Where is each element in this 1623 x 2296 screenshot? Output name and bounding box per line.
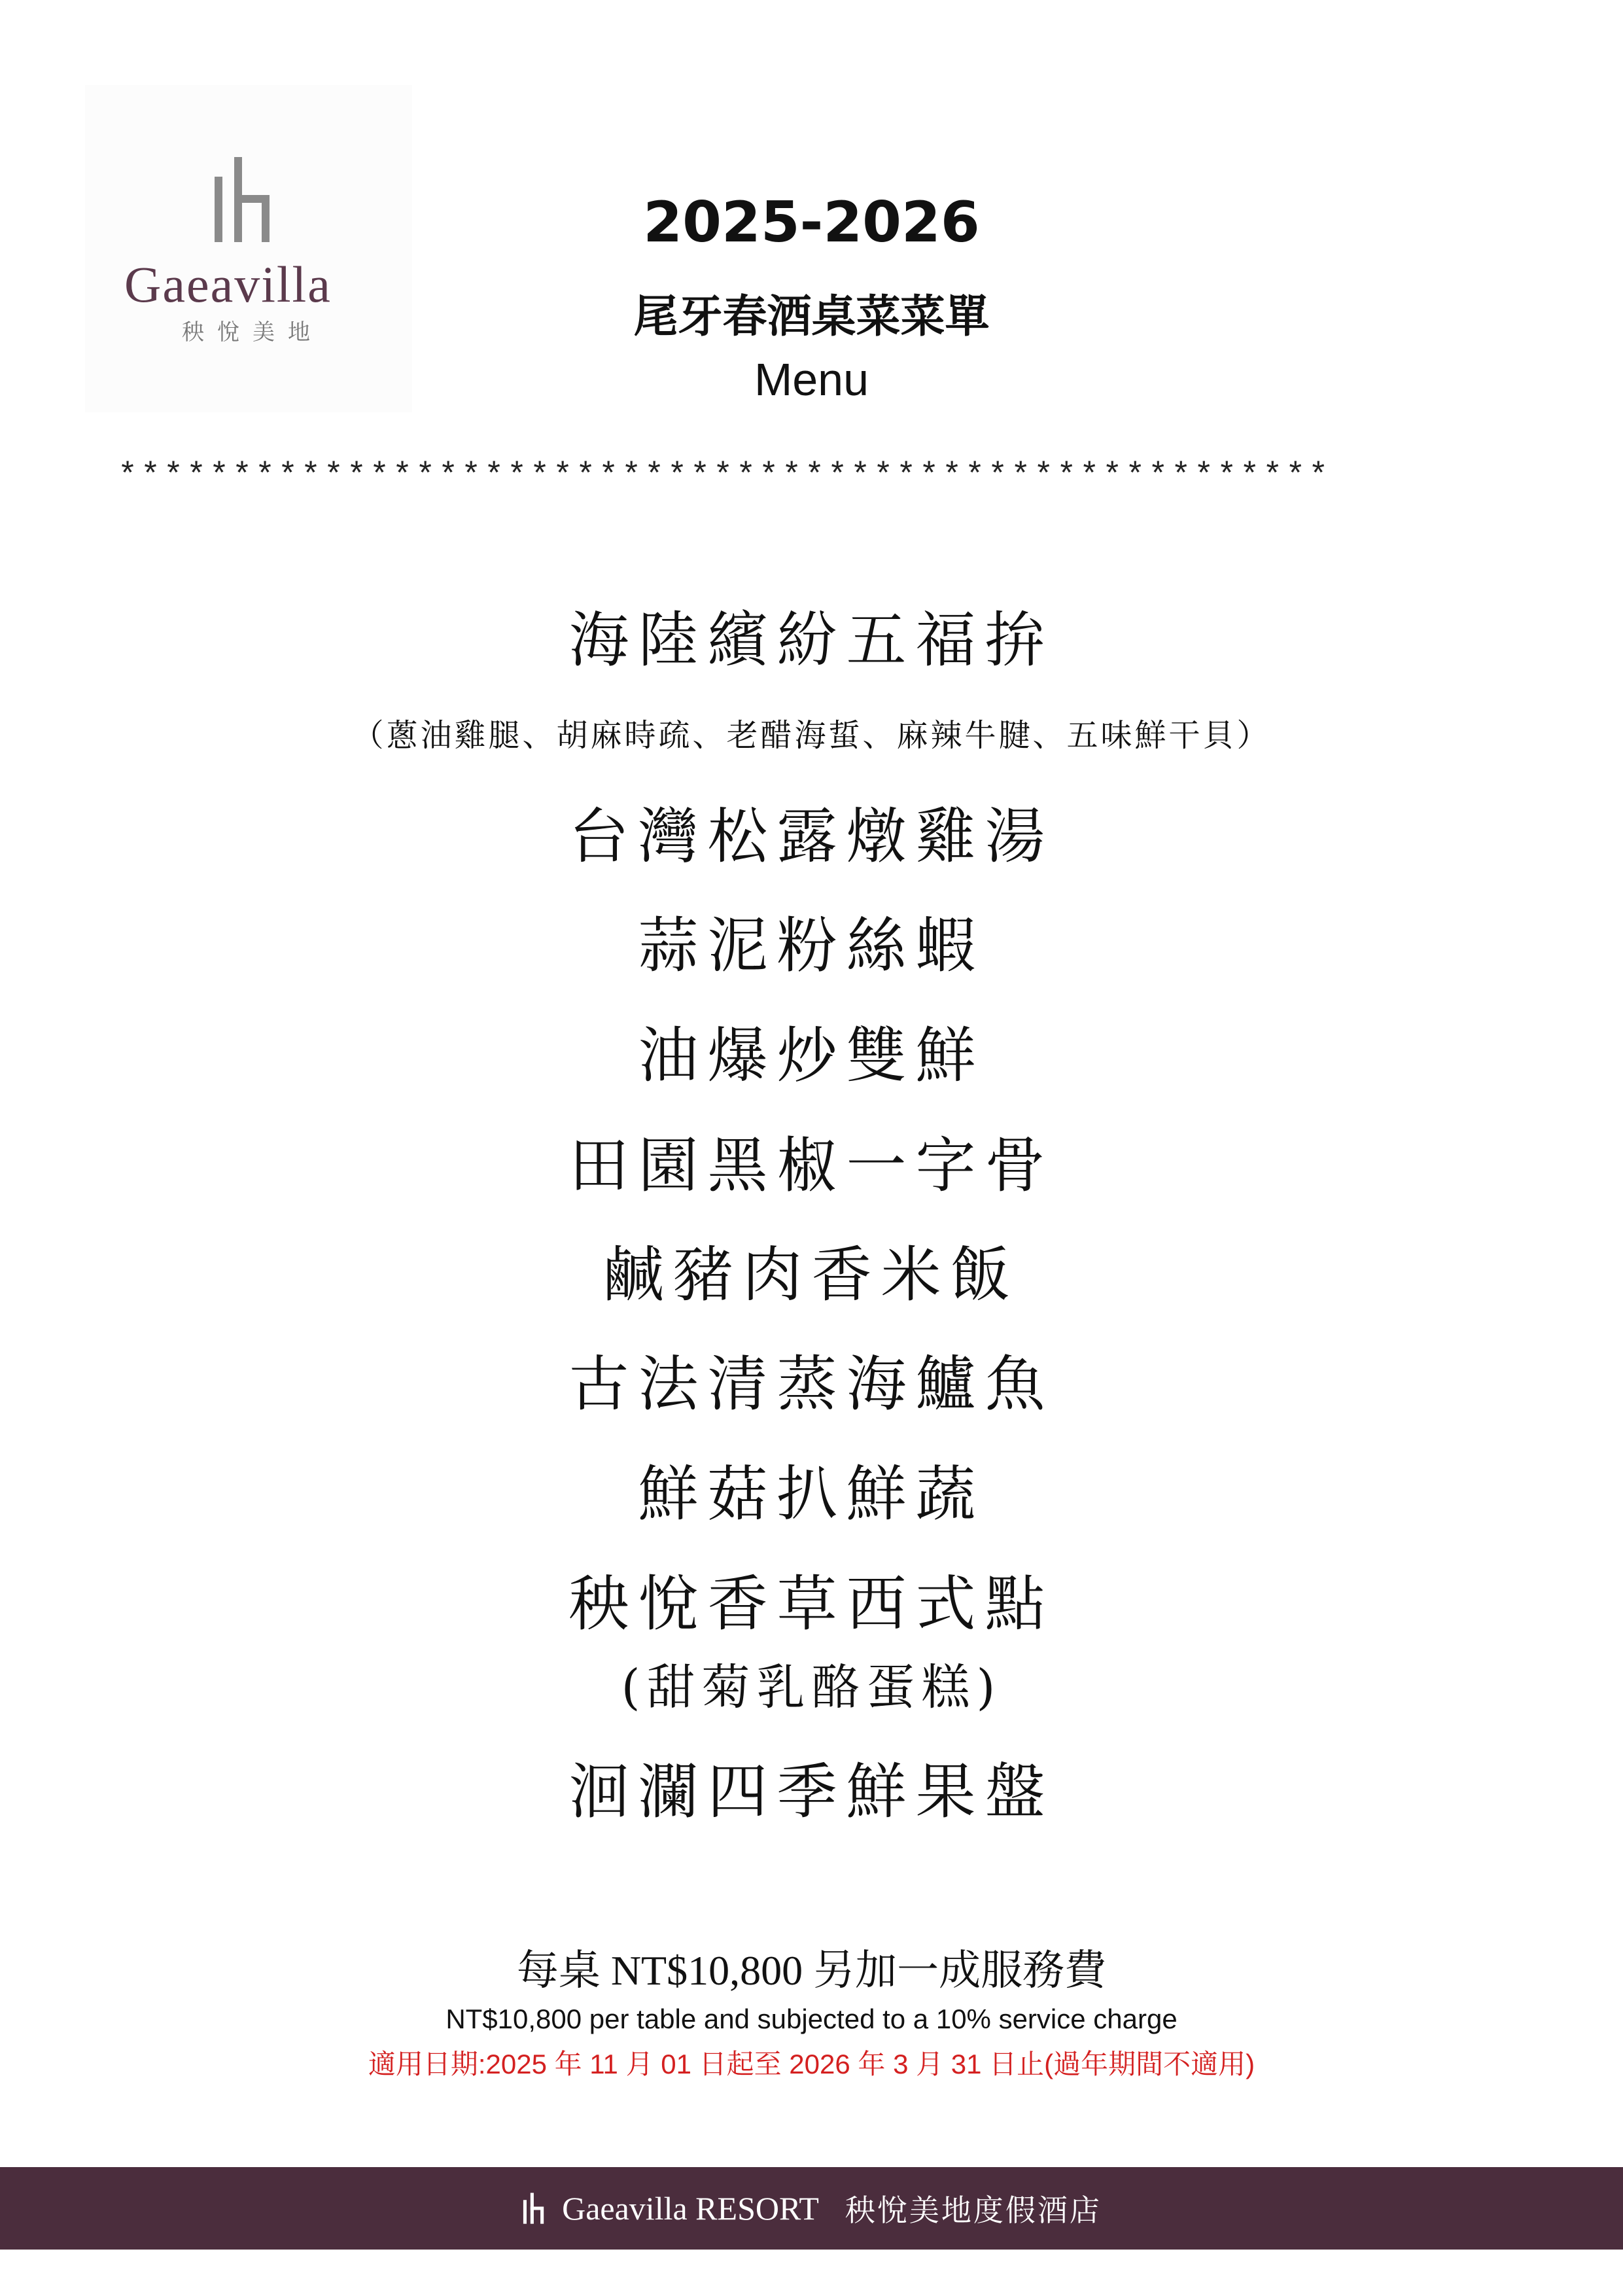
logo-wordmark: Gaeavilla <box>124 256 332 313</box>
dish-item-7: 古法清蒸海鱸魚 <box>568 1349 1055 1419</box>
price-chinese: 每桌 NT$10,800 另加一成服務費 <box>516 1947 1107 1994</box>
menu-title: 尾牙春酒桌菜菜單 <box>633 291 990 343</box>
footer-bar <box>0 2167 1623 2250</box>
price-english: NT$10,800 per table and subjected to a 10% service charge <box>445 2004 1178 2034</box>
dish-item-3: 蒜泥粉絲蝦 <box>638 911 985 981</box>
dish-item-8: 鮮菇扒鮮蔬 <box>638 1459 985 1529</box>
dish-item-2: 台灣松露燉雞湯 <box>568 802 1055 872</box>
validity-period: 適用日期:2025 年 11 月 01 日起至 2026 年 3 月 31 日止(過年期間不適用) <box>368 2049 1255 2079</box>
logo-subtitle: 秧悅美地 <box>182 319 323 345</box>
footer-brand: Gaeavilla RESORT <box>562 2190 819 2227</box>
dish-item-10: 洄瀾四季鮮果盤 <box>568 1757 1055 1827</box>
dish-item-1: 海陸繽紛五福拚 <box>568 605 1055 675</box>
dish-item-1-note: （蔥油雞腿、胡麻時疏、老醋海蜇、麻辣牛腱、五味鮮干貝） <box>352 717 1271 754</box>
dish-item-6: 鹹豬肉香米飯 <box>603 1240 1020 1310</box>
footer-hotel-name: 秧悅美地度假酒店 <box>845 2193 1102 2228</box>
menu-year: 2025-2026 <box>643 190 980 255</box>
menu-subtitle: Menu <box>754 354 869 405</box>
dish-item-5: 田園黑椒一字骨 <box>568 1131 1055 1201</box>
star-divider: ***************************************************** <box>118 458 1332 495</box>
dish-item-9: 秧悅香草西式點 <box>568 1569 1055 1639</box>
dish-item-9-note: (甜菊乳酪蛋糕) <box>621 1659 1002 1716</box>
footer-logo-mark-icon <box>521 2192 548 2225</box>
dish-item-4: 油爆炒雙鮮 <box>638 1021 985 1091</box>
